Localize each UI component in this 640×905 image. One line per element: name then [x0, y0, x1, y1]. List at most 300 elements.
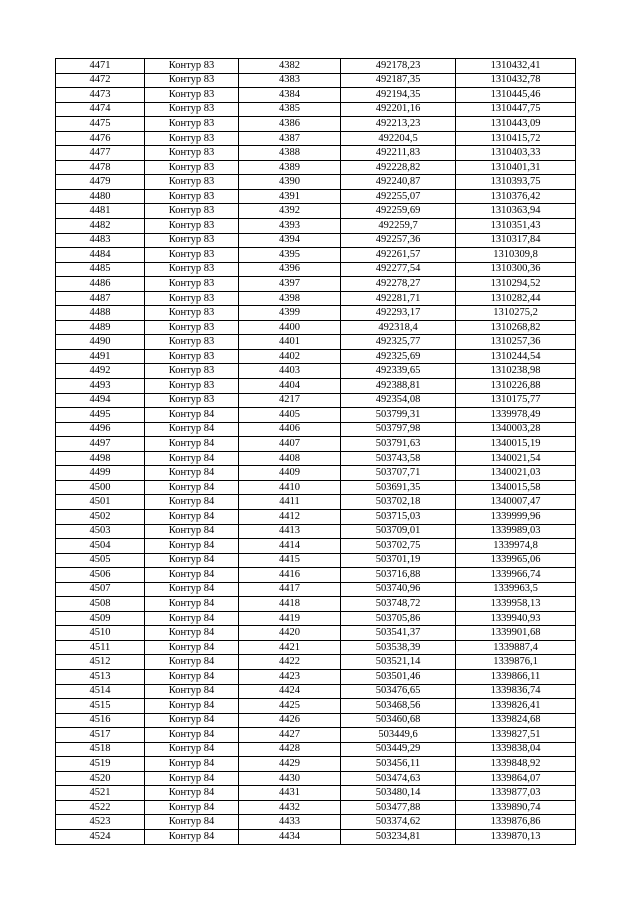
contour-name-cell: Контур 84: [145, 437, 239, 452]
y-coordinate-cell: 1340021,03: [456, 466, 576, 481]
x-coordinate-cell: 492201,16: [341, 102, 456, 117]
point-number-cell: 4422: [239, 655, 341, 670]
table-row: [56, 175, 576, 190]
table-row: [56, 451, 576, 466]
contour-name-cell: Контур 83: [145, 335, 239, 350]
row-number-cell: 4511: [56, 640, 145, 655]
x-coordinate-cell: 492354,08: [341, 393, 456, 408]
x-coordinate-cell: 503521,14: [341, 655, 456, 670]
y-coordinate-cell: 1310401,31: [456, 160, 576, 175]
point-number-cell: 4431: [239, 786, 341, 801]
row-number-cell: 4497: [56, 437, 145, 452]
x-coordinate-cell: 492388,81: [341, 379, 456, 394]
point-number-cell: 4420: [239, 626, 341, 641]
x-coordinate-cell: 503701,19: [341, 553, 456, 568]
x-coordinate-cell: 503234,81: [341, 829, 456, 844]
table-row: [56, 757, 576, 772]
x-coordinate-cell: 492240,87: [341, 175, 456, 190]
table-row: [56, 466, 576, 481]
point-number-cell: 4425: [239, 699, 341, 714]
y-coordinate-cell: 1339989,03: [456, 524, 576, 539]
contour-name-cell: Контур 84: [145, 713, 239, 728]
y-coordinate-cell: 1339876,86: [456, 815, 576, 830]
table-row: [56, 713, 576, 728]
x-coordinate-cell: 503538,39: [341, 640, 456, 655]
contour-name-cell: Контур 83: [145, 277, 239, 292]
table-row: [56, 626, 576, 641]
point-number-cell: 4392: [239, 204, 341, 219]
table-row: [56, 582, 576, 597]
table-row: [56, 539, 576, 554]
y-coordinate-cell: 1339958,13: [456, 597, 576, 612]
contour-name-cell: Контур 83: [145, 262, 239, 277]
y-coordinate-cell: 1340007,47: [456, 495, 576, 510]
table-row: [56, 509, 576, 524]
y-coordinate-cell: 1310393,75: [456, 175, 576, 190]
contour-name-cell: Контур 83: [145, 204, 239, 219]
point-number-cell: 4427: [239, 728, 341, 743]
table-row: [56, 742, 576, 757]
y-coordinate-cell: 1310376,42: [456, 189, 576, 204]
point-number-cell: 4405: [239, 408, 341, 423]
contour-name-cell: Контур 83: [145, 175, 239, 190]
row-number-cell: 4517: [56, 728, 145, 743]
contour-name-cell: Контур 84: [145, 699, 239, 714]
x-coordinate-cell: 503797,98: [341, 422, 456, 437]
x-coordinate-cell: 503374,62: [341, 815, 456, 830]
table-row: [56, 408, 576, 423]
coordinates-table: [55, 58, 576, 845]
y-coordinate-cell: 1339940,93: [456, 611, 576, 626]
y-coordinate-cell: 1339870,13: [456, 829, 576, 844]
point-number-cell: 4429: [239, 757, 341, 772]
point-number-cell: 4413: [239, 524, 341, 539]
table-row: [56, 800, 576, 815]
point-number-cell: 4396: [239, 262, 341, 277]
row-number-cell: 4498: [56, 451, 145, 466]
row-number-cell: 4486: [56, 277, 145, 292]
y-coordinate-cell: 1339963,5: [456, 582, 576, 597]
y-coordinate-cell: 1339901,68: [456, 626, 576, 641]
point-number-cell: 4388: [239, 146, 341, 161]
point-number-cell: 4423: [239, 669, 341, 684]
x-coordinate-cell: 492281,71: [341, 291, 456, 306]
x-coordinate-cell: 503707,71: [341, 466, 456, 481]
x-coordinate-cell: 503743,58: [341, 451, 456, 466]
contour-name-cell: Контур 84: [145, 757, 239, 772]
row-number-cell: 4472: [56, 73, 145, 88]
point-number-cell: 4406: [239, 422, 341, 437]
point-number-cell: 4411: [239, 495, 341, 510]
x-coordinate-cell: 503702,75: [341, 539, 456, 554]
point-number-cell: 4383: [239, 73, 341, 88]
y-coordinate-cell: 1310351,43: [456, 219, 576, 234]
coordinates-table-body: [56, 59, 576, 845]
row-number-cell: 4505: [56, 553, 145, 568]
point-number-cell: 4432: [239, 800, 341, 815]
table-row: [56, 189, 576, 204]
y-coordinate-cell: 1339826,41: [456, 699, 576, 714]
y-coordinate-cell: 1339836,74: [456, 684, 576, 699]
x-coordinate-cell: 503480,14: [341, 786, 456, 801]
row-number-cell: 4493: [56, 379, 145, 394]
point-number-cell: 4417: [239, 582, 341, 597]
contour-name-cell: Контур 83: [145, 379, 239, 394]
y-coordinate-cell: 1339999,96: [456, 509, 576, 524]
contour-name-cell: Контур 84: [145, 480, 239, 495]
contour-name-cell: Контур 84: [145, 728, 239, 743]
point-number-cell: 4408: [239, 451, 341, 466]
y-coordinate-cell: 1310432,78: [456, 73, 576, 88]
contour-name-cell: Контур 83: [145, 219, 239, 234]
x-coordinate-cell: 503474,63: [341, 771, 456, 786]
point-number-cell: 4434: [239, 829, 341, 844]
table-row: [56, 277, 576, 292]
contour-name-cell: Контур 83: [145, 73, 239, 88]
point-number-cell: 4401: [239, 335, 341, 350]
row-number-cell: 4510: [56, 626, 145, 641]
table-row: [56, 291, 576, 306]
row-number-cell: 4501: [56, 495, 145, 510]
contour-name-cell: Контур 83: [145, 248, 239, 263]
y-coordinate-cell: 1310257,36: [456, 335, 576, 350]
table-row: [56, 219, 576, 234]
x-coordinate-cell: 503449,29: [341, 742, 456, 757]
contour-name-cell: Контур 84: [145, 669, 239, 684]
y-coordinate-cell: 1339974,8: [456, 539, 576, 554]
contour-name-cell: Контур 83: [145, 189, 239, 204]
contour-name-cell: Контур 84: [145, 582, 239, 597]
point-number-cell: 4433: [239, 815, 341, 830]
table-row: [56, 131, 576, 146]
point-number-cell: 4390: [239, 175, 341, 190]
point-number-cell: 4395: [239, 248, 341, 263]
x-coordinate-cell: 503691,35: [341, 480, 456, 495]
row-number-cell: 4523: [56, 815, 145, 830]
contour-name-cell: Контур 83: [145, 117, 239, 132]
y-coordinate-cell: 1310447,75: [456, 102, 576, 117]
x-coordinate-cell: 492178,23: [341, 59, 456, 74]
x-coordinate-cell: 503468,56: [341, 699, 456, 714]
contour-name-cell: Контур 83: [145, 102, 239, 117]
x-coordinate-cell: 503799,31: [341, 408, 456, 423]
point-number-cell: 4386: [239, 117, 341, 132]
table-row: [56, 437, 576, 452]
contour-name-cell: Контур 84: [145, 655, 239, 670]
row-number-cell: 4480: [56, 189, 145, 204]
x-coordinate-cell: 492228,82: [341, 160, 456, 175]
table-row: [56, 146, 576, 161]
x-coordinate-cell: 492194,35: [341, 88, 456, 103]
table-row: [56, 117, 576, 132]
y-coordinate-cell: 1310294,52: [456, 277, 576, 292]
point-number-cell: 4407: [239, 437, 341, 452]
y-coordinate-cell: 1310363,94: [456, 204, 576, 219]
y-coordinate-cell: 1310226,88: [456, 379, 576, 394]
table-row: [56, 728, 576, 743]
point-number-cell: 4399: [239, 306, 341, 321]
point-number-cell: 4397: [239, 277, 341, 292]
point-number-cell: 4416: [239, 568, 341, 583]
y-coordinate-cell: 1310317,84: [456, 233, 576, 248]
y-coordinate-cell: 1339866,11: [456, 669, 576, 684]
row-number-cell: 4483: [56, 233, 145, 248]
x-coordinate-cell: 492325,69: [341, 349, 456, 364]
point-number-cell: 4412: [239, 509, 341, 524]
point-number-cell: 4418: [239, 597, 341, 612]
contour-name-cell: Контур 84: [145, 640, 239, 655]
table-row: [56, 597, 576, 612]
row-number-cell: 4514: [56, 684, 145, 699]
row-number-cell: 4487: [56, 291, 145, 306]
y-coordinate-cell: 1339824,68: [456, 713, 576, 728]
table-row: [56, 611, 576, 626]
row-number-cell: 4484: [56, 248, 145, 263]
contour-name-cell: Контур 84: [145, 451, 239, 466]
contour-name-cell: Контур 84: [145, 509, 239, 524]
x-coordinate-cell: 503541,37: [341, 626, 456, 641]
contour-name-cell: Контур 84: [145, 771, 239, 786]
row-number-cell: 4471: [56, 59, 145, 74]
row-number-cell: 4516: [56, 713, 145, 728]
y-coordinate-cell: 1310445,46: [456, 88, 576, 103]
contour-name-cell: Контур 84: [145, 815, 239, 830]
table-row: [56, 786, 576, 801]
contour-name-cell: Контур 83: [145, 349, 239, 364]
row-number-cell: 4518: [56, 742, 145, 757]
contour-name-cell: Контур 84: [145, 742, 239, 757]
row-number-cell: 4520: [56, 771, 145, 786]
y-coordinate-cell: 1339887,4: [456, 640, 576, 655]
x-coordinate-cell: 503460,68: [341, 713, 456, 728]
y-coordinate-cell: 1310309,8: [456, 248, 576, 263]
contour-name-cell: Контур 83: [145, 59, 239, 74]
contour-name-cell: Контур 84: [145, 626, 239, 641]
x-coordinate-cell: 492277,54: [341, 262, 456, 277]
contour-name-cell: Контур 84: [145, 611, 239, 626]
x-coordinate-cell: 503748,72: [341, 597, 456, 612]
x-coordinate-cell: 492293,17: [341, 306, 456, 321]
table-row: [56, 364, 576, 379]
table-row: [56, 379, 576, 394]
table-row: [56, 422, 576, 437]
table-row: [56, 73, 576, 88]
point-number-cell: 4424: [239, 684, 341, 699]
point-number-cell: 4217: [239, 393, 341, 408]
point-number-cell: 4385: [239, 102, 341, 117]
x-coordinate-cell: 492204,5: [341, 131, 456, 146]
table-row: [56, 306, 576, 321]
y-coordinate-cell: 1310268,82: [456, 320, 576, 335]
row-number-cell: 4509: [56, 611, 145, 626]
x-coordinate-cell: 492325,77: [341, 335, 456, 350]
contour-name-cell: Контур 83: [145, 233, 239, 248]
row-number-cell: 4476: [56, 131, 145, 146]
point-number-cell: 4393: [239, 219, 341, 234]
y-coordinate-cell: 1339978,49: [456, 408, 576, 423]
point-number-cell: 4391: [239, 189, 341, 204]
row-number-cell: 4513: [56, 669, 145, 684]
point-number-cell: 4384: [239, 88, 341, 103]
point-number-cell: 4415: [239, 553, 341, 568]
y-coordinate-cell: 1340015,58: [456, 480, 576, 495]
table-row: [56, 248, 576, 263]
contour-name-cell: Контур 84: [145, 568, 239, 583]
row-number-cell: 4473: [56, 88, 145, 103]
contour-name-cell: Контур 84: [145, 422, 239, 437]
table-row: [56, 320, 576, 335]
point-number-cell: 4382: [239, 59, 341, 74]
y-coordinate-cell: 1310275,2: [456, 306, 576, 321]
contour-name-cell: Контур 84: [145, 553, 239, 568]
y-coordinate-cell: 1339876,1: [456, 655, 576, 670]
table-row: [56, 204, 576, 219]
table-row: [56, 495, 576, 510]
y-coordinate-cell: 1339965,06: [456, 553, 576, 568]
row-number-cell: 4479: [56, 175, 145, 190]
row-number-cell: 4488: [56, 306, 145, 321]
x-coordinate-cell: 492261,57: [341, 248, 456, 263]
contour-name-cell: Контур 83: [145, 88, 239, 103]
table-row: [56, 815, 576, 830]
contour-name-cell: Контур 83: [145, 131, 239, 146]
y-coordinate-cell: 1310238,98: [456, 364, 576, 379]
x-coordinate-cell: 503740,96: [341, 582, 456, 597]
row-number-cell: 4481: [56, 204, 145, 219]
y-coordinate-cell: 1340003,28: [456, 422, 576, 437]
row-number-cell: 4477: [56, 146, 145, 161]
contour-name-cell: Контур 84: [145, 539, 239, 554]
x-coordinate-cell: 492187,35: [341, 73, 456, 88]
row-number-cell: 4502: [56, 509, 145, 524]
table-row: [56, 640, 576, 655]
row-number-cell: 4506: [56, 568, 145, 583]
row-number-cell: 4494: [56, 393, 145, 408]
x-coordinate-cell: 492255,07: [341, 189, 456, 204]
row-number-cell: 4508: [56, 597, 145, 612]
table-row: [56, 568, 576, 583]
table-row: [56, 88, 576, 103]
y-coordinate-cell: 1339966,74: [456, 568, 576, 583]
row-number-cell: 4504: [56, 539, 145, 554]
x-coordinate-cell: 503716,88: [341, 568, 456, 583]
table-row: [56, 102, 576, 117]
row-number-cell: 4485: [56, 262, 145, 277]
x-coordinate-cell: 492278,27: [341, 277, 456, 292]
contour-name-cell: Контур 83: [145, 306, 239, 321]
table-row: [56, 829, 576, 844]
y-coordinate-cell: 1310403,33: [456, 146, 576, 161]
point-number-cell: 4402: [239, 349, 341, 364]
point-number-cell: 4410: [239, 480, 341, 495]
table-row: [56, 393, 576, 408]
row-number-cell: 4522: [56, 800, 145, 815]
contour-name-cell: Контур 84: [145, 524, 239, 539]
contour-name-cell: Контур 83: [145, 146, 239, 161]
row-number-cell: 4489: [56, 320, 145, 335]
contour-name-cell: Контур 83: [145, 291, 239, 306]
table-row: [56, 684, 576, 699]
table-row: [56, 262, 576, 277]
row-number-cell: 4491: [56, 349, 145, 364]
point-number-cell: 4414: [239, 539, 341, 554]
point-number-cell: 4389: [239, 160, 341, 175]
x-coordinate-cell: 503477,88: [341, 800, 456, 815]
point-number-cell: 4430: [239, 771, 341, 786]
point-number-cell: 4409: [239, 466, 341, 481]
x-coordinate-cell: 503702,18: [341, 495, 456, 510]
x-coordinate-cell: 503709,01: [341, 524, 456, 539]
x-coordinate-cell: 503501,46: [341, 669, 456, 684]
table-row: [56, 349, 576, 364]
table-row: [56, 699, 576, 714]
row-number-cell: 4499: [56, 466, 145, 481]
y-coordinate-cell: 1339827,51: [456, 728, 576, 743]
y-coordinate-cell: 1339838,04: [456, 742, 576, 757]
contour-name-cell: Контур 84: [145, 597, 239, 612]
y-coordinate-cell: 1340015,19: [456, 437, 576, 452]
table-row: [56, 771, 576, 786]
table-row: [56, 669, 576, 684]
row-number-cell: 4521: [56, 786, 145, 801]
contour-name-cell: Контур 84: [145, 466, 239, 481]
x-coordinate-cell: 492259,7: [341, 219, 456, 234]
y-coordinate-cell: 1339864,07: [456, 771, 576, 786]
y-coordinate-cell: 1310244,54: [456, 349, 576, 364]
row-number-cell: 4500: [56, 480, 145, 495]
contour-name-cell: Контур 84: [145, 408, 239, 423]
row-number-cell: 4515: [56, 699, 145, 714]
point-number-cell: 4428: [239, 742, 341, 757]
y-coordinate-cell: 1339877,03: [456, 786, 576, 801]
table-row: [56, 335, 576, 350]
contour-name-cell: Контур 83: [145, 364, 239, 379]
point-number-cell: 4394: [239, 233, 341, 248]
y-coordinate-cell: 1310300,36: [456, 262, 576, 277]
y-coordinate-cell: 1310415,72: [456, 131, 576, 146]
x-coordinate-cell: 492211,83: [341, 146, 456, 161]
y-coordinate-cell: 1310175,77: [456, 393, 576, 408]
contour-name-cell: Контур 84: [145, 786, 239, 801]
point-number-cell: 4400: [239, 320, 341, 335]
row-number-cell: 4490: [56, 335, 145, 350]
table-row: [56, 524, 576, 539]
contour-name-cell: Контур 84: [145, 495, 239, 510]
table-row: [56, 233, 576, 248]
row-number-cell: 4475: [56, 117, 145, 132]
x-coordinate-cell: 492213,23: [341, 117, 456, 132]
row-number-cell: 4503: [56, 524, 145, 539]
table-row: [56, 160, 576, 175]
x-coordinate-cell: 503476,65: [341, 684, 456, 699]
x-coordinate-cell: 503456,11: [341, 757, 456, 772]
table-row: [56, 553, 576, 568]
row-number-cell: 4524: [56, 829, 145, 844]
y-coordinate-cell: 1339848,92: [456, 757, 576, 772]
y-coordinate-cell: 1310443,09: [456, 117, 576, 132]
point-number-cell: 4426: [239, 713, 341, 728]
table-row: [56, 480, 576, 495]
row-number-cell: 4478: [56, 160, 145, 175]
x-coordinate-cell: 492318,4: [341, 320, 456, 335]
point-number-cell: 4421: [239, 640, 341, 655]
row-number-cell: 4495: [56, 408, 145, 423]
row-number-cell: 4482: [56, 219, 145, 234]
x-coordinate-cell: 503449,6: [341, 728, 456, 743]
y-coordinate-cell: 1310432,41: [456, 59, 576, 74]
table-row: [56, 655, 576, 670]
contour-name-cell: Контур 83: [145, 393, 239, 408]
